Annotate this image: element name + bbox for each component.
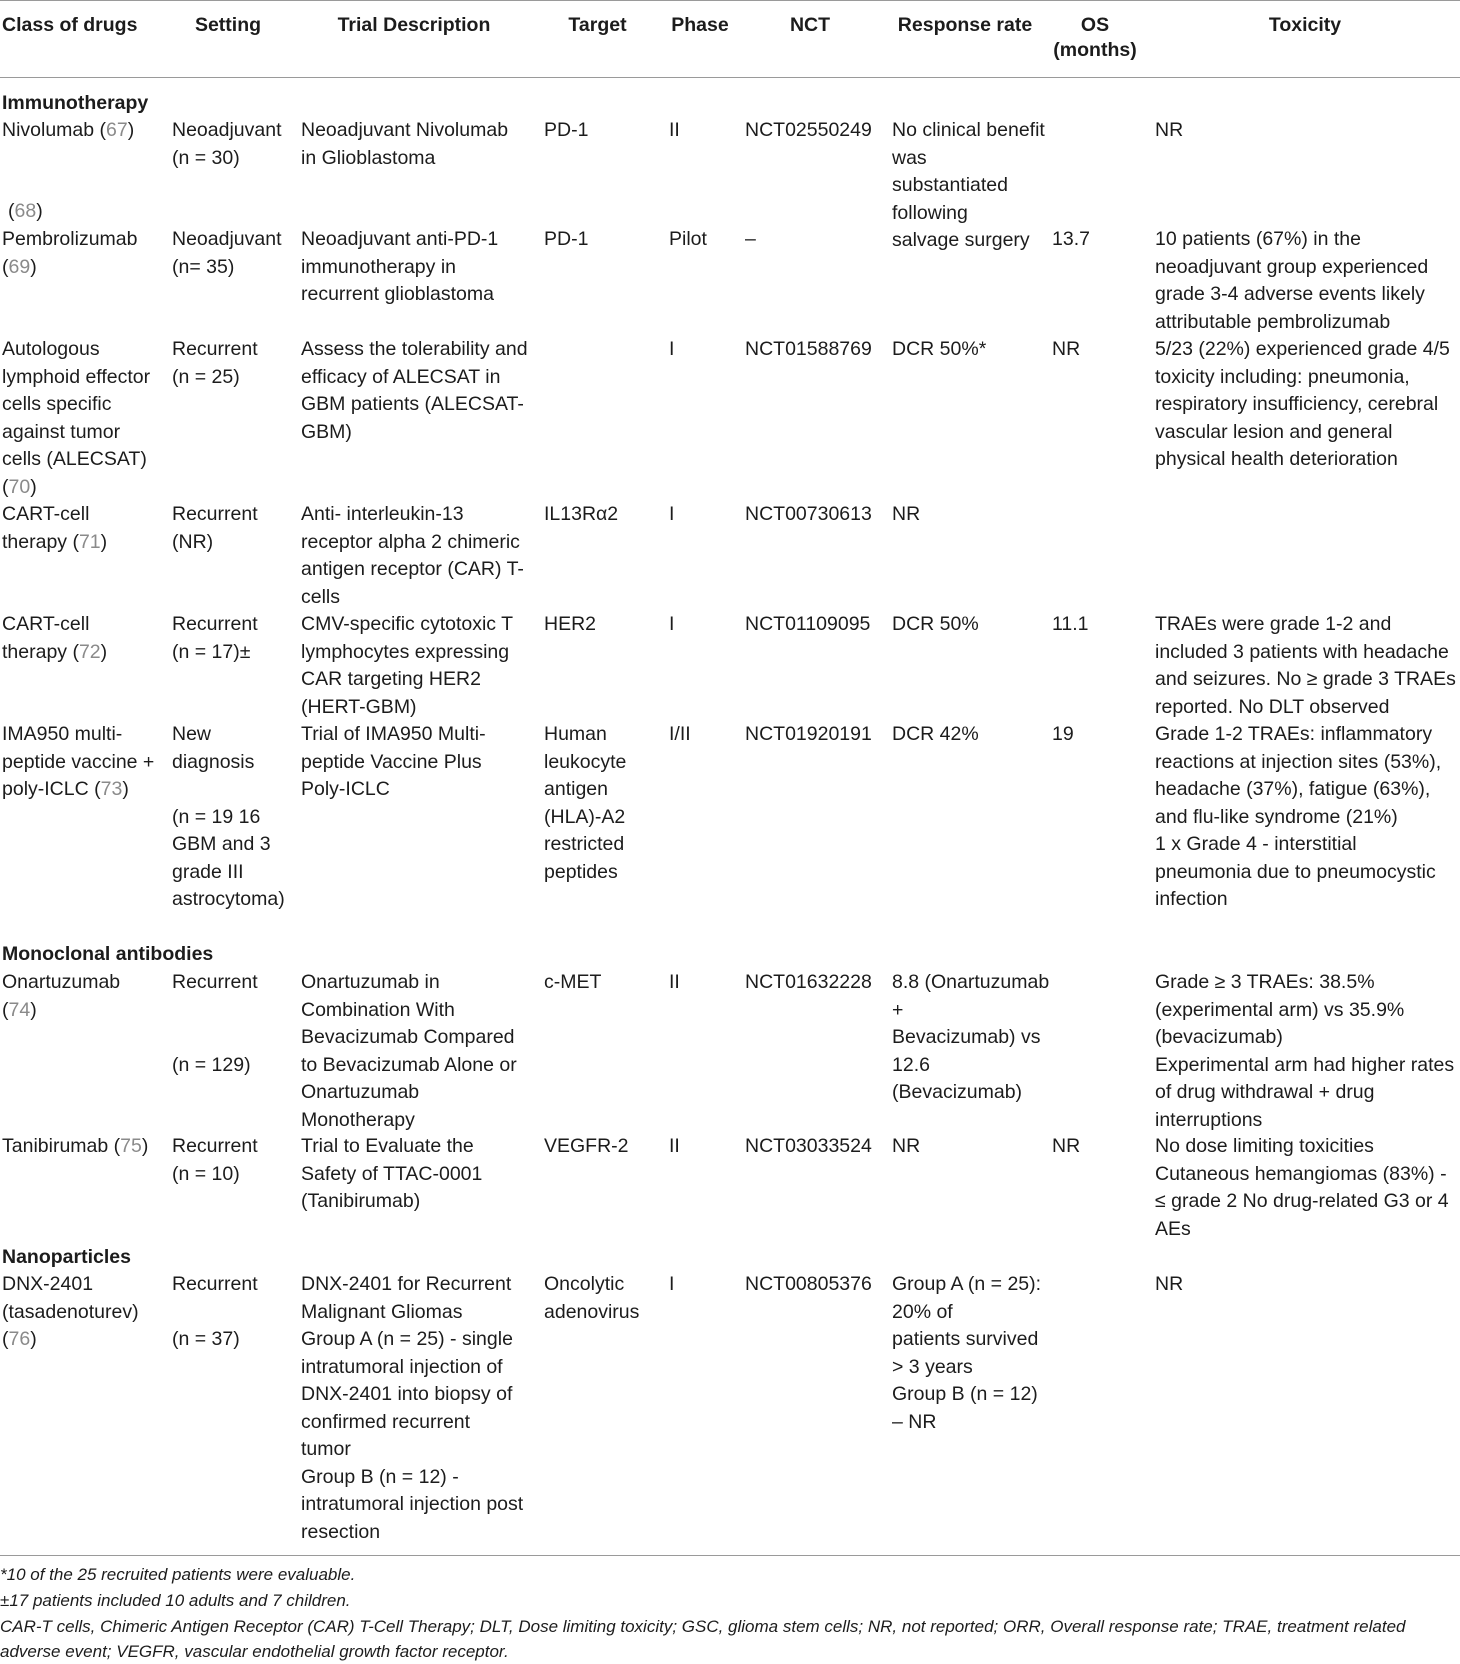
section-immunotherapy: Immunotherapy [2, 92, 149, 114]
table-cell-setting: Neoadjuvant (n = 30) [172, 119, 282, 169]
table-cell-trial: Neoadjuvant anti-PD-1 immunotherapy in recurrent glioblastoma [301, 228, 499, 305]
table-cell-class [2, 969, 162, 1024]
reference-link[interactable]: 67 [106, 119, 128, 141]
reference-link[interactable]: 75 [120, 1135, 142, 1157]
reference-close: ) [30, 255, 37, 278]
table-cell-setting: Recurrent (n = 37) [172, 1273, 258, 1350]
drug-name: CART-cell therapy ( [2, 613, 90, 663]
table-cell-target: IL13Rα2 [544, 503, 619, 525]
header-rule [0, 77, 1460, 78]
table-cell-toxicity: TRAEs were grade 1-2 and included 3 patients with headache and seizures. No ≥ grade 3 TRAEs reported. No DLT observed [1155, 613, 1456, 718]
table-cell-response: DCR 50% [892, 613, 979, 635]
table-cell-os: 11.1 [1052, 613, 1089, 635]
table-cell-phase: II [669, 971, 680, 993]
header-os: OS (months) [1053, 14, 1137, 61]
drug-name: Nivolumab ( [2, 119, 107, 141]
table-cell-response: DCR 42% [892, 723, 979, 745]
header-setting: Setting [194, 14, 262, 36]
reference-close: ) [122, 778, 129, 800]
section-nanoparticles: Nanoparticles [2, 1246, 131, 1268]
table-cell-trial: DNX-2401 for Recurrent Malignant Gliomas Group A (n = 25) - single intratumoral injection of DNX-2401 into biopsy of confirmed recurrent tumor Group B (n = 12) - intratumoral injection post resection [301, 1273, 524, 1543]
drug-name: Pembrolizumab ( [2, 228, 138, 278]
reference-close: ) [30, 1328, 37, 1350]
table-cell-trial: Anti- interleukin-13 receptor alpha 2 chimeric antigen receptor (CAR) T- cells [301, 503, 524, 608]
table-cell-phase: II [669, 1135, 680, 1157]
table-cell-trial: Trial of IMA950 Multi- peptide Vaccine Plus Poly-ICLC [301, 723, 486, 800]
reference-close: ) [127, 119, 135, 141]
table-cell-response: 8.8 (Onartuzumab + Bevacizumab) vs 12.6 (Bevacizumab) [892, 971, 1050, 1103]
table-cell-nct: NCT00805376 [745, 1273, 872, 1295]
header-nct: NCT [789, 14, 831, 36]
reference-link[interactable]: 72 [78, 640, 101, 663]
table-cell-setting: Recurrent (n = 10) [172, 1135, 258, 1185]
table-cell-trial: Neoadjuvant Nivolumab in Glioblastoma [301, 119, 509, 169]
table-cell-os: NR [1052, 1135, 1081, 1157]
table-cell-target: c-MET [544, 971, 602, 993]
table-cell-nct: NCT01109095 [745, 613, 871, 635]
table-cell-nct: – [745, 228, 756, 250]
drug-name: IMA950 multi- peptide vaccine + poly-ICLC ( [2, 723, 155, 800]
table-cell-class [8, 198, 168, 226]
reference-link[interactable]: 69 [8, 255, 31, 278]
table-cell-toxicity: Grade 1-2 TRAEs: inflammatory reactions at injection sites (53%), headache (37%), fatigue (63%), and flu-like syndrome (21%) 1 x Grade 4 - interstitial pneumonia due to pneumocystic infection [1155, 723, 1442, 910]
table-cell-setting: New diagnosis (n = 19 16 GBM and 3 grade III astrocytoma) [172, 723, 285, 910]
table-cell-nct: NCT01632228 [745, 971, 872, 993]
table-cell-nct: NCT00730613 [745, 503, 872, 525]
table-cell-phase: I [669, 613, 675, 635]
footnote-evaluable: *10 of the 25 recruited patients were evaluable. [0, 1565, 356, 1584]
drug-name: Autologous lymphoid effector cells specific against tumor cells (ALECSAT) ( [2, 338, 151, 498]
table-cell-target: Oncolytic adenovirus [544, 1273, 640, 1323]
table-cell-trial: CMV-specific cytotoxic T lymphocytes expressing CAR targeting HER2 (HERT-GBM) [301, 613, 514, 718]
table-cell-setting: Recurrent (n = 17)± [172, 613, 258, 663]
table-cell-setting: Recurrent (n = 25) [172, 338, 258, 388]
table-cell-setting: Neoadjuvant (n= 35) [172, 228, 282, 278]
drug-name: Onartuzumab ( [2, 971, 121, 1021]
reference-close: ) [30, 475, 37, 498]
reference-link[interactable]: 71 [78, 530, 101, 553]
table-cell-phase: I [669, 1273, 675, 1295]
table-cell-class [2, 721, 162, 804]
table-cell-phase: II [669, 119, 680, 141]
table-cell-response: NR [892, 1135, 921, 1157]
table-cell-class [2, 611, 162, 666]
drug-name: Tanibirumab ( [2, 1135, 121, 1157]
table-cell-phase: I [669, 338, 675, 360]
table-cell-os: 19 [1052, 723, 1074, 745]
reference-close: ) [36, 200, 43, 222]
header-target: Target [568, 14, 627, 36]
table-cell-class [2, 117, 162, 145]
table-cell-nct: NCT01920191 [745, 723, 872, 745]
header-phase: Phase [671, 14, 729, 36]
table-cell-trial: Trial to Evaluate the Safety of TTAC-0001 (Tanibirumab) [301, 1135, 483, 1212]
footnote-children: ±17 patients included 10 adults and 7 children. [0, 1591, 351, 1610]
table-cell-setting: Recurrent (n = 129) [172, 971, 258, 1076]
table-cell-target: VEGFR-2 [544, 1135, 629, 1157]
table-cell-trial: Assess the tolerability and efficacy of ALECSAT in GBM patients (ALECSAT- GBM) [301, 338, 528, 443]
drug-name: ( [8, 200, 15, 222]
table-cell-response: DCR 50%* [892, 338, 987, 360]
drug-name: DNX-2401 (tasadenoturev) ( [2, 1273, 139, 1350]
table-cell-toxicity: NR [1155, 1273, 1184, 1295]
table-cell-os: NR [1052, 338, 1081, 360]
table-cell-nct: NCT03033524 [745, 1135, 872, 1157]
reference-link[interactable]: 73 [100, 778, 123, 800]
table-cell-response: No clinical benefit was substantiated following salvage surgery [892, 119, 1045, 251]
footnote-abbreviations: CAR-T cells, Chimeric Antigen Receptor (CAR) T-Cell Therapy; DLT, Dose limiting toxicity; GSC, glioma stem cells; NR, not reported; ORR, Overall response rate; TRAE, treatment related adverse event; VEGFR, vascular endothelial growth factor receptor. [0, 1617, 1406, 1661]
table-cell-target: Human leukocyte antigen (HLA)-A2 restricted peptides [544, 723, 627, 883]
table-cell-toxicity: No dose limiting toxicities Cutaneous hemangiomas (83%) - ≤ grade 2 No drug-related G3 or 4 AEs [1155, 1135, 1449, 1240]
table-cell-toxicity: NR [1155, 119, 1184, 141]
reference-close: ) [30, 998, 37, 1021]
top-rule [0, 0, 1460, 1]
table-cell-phase: I [669, 503, 675, 525]
table-cell-toxicity: Grade ≥ 3 TRAEs: 38.5% (experimental arm) vs 35.9% (bevacizumab) Experimental arm had higher rates of drug withdrawal + drug interruptions [1155, 971, 1455, 1131]
reference-link[interactable]: 68 [14, 200, 37, 222]
table-cell-target: PD-1 [544, 119, 589, 141]
table-cell-target: PD-1 [544, 228, 589, 250]
header-class-of-drugs: Class of drugs [2, 14, 138, 36]
table-cell-phase: Pilot [669, 228, 707, 250]
table-cell-toxicity: 5/23 (22%) experienced grade 4/5 toxicity including: pneumonia, respiratory insufficiency, cerebral vascular lesion and general physical health deterioration [1155, 338, 1450, 470]
table-cell-os: 13.7 [1052, 228, 1090, 250]
table-cell-class [2, 336, 162, 501]
reference-close: ) [100, 640, 108, 663]
table-cell-phase: I/II [669, 723, 691, 745]
drug-name: CART-cell therapy ( [2, 503, 90, 553]
table-cell-setting: Recurrent (NR) [172, 503, 258, 553]
table-cell-target: HER2 [544, 613, 597, 635]
table-cell-class [2, 501, 162, 556]
table-cell-toxicity: 10 patients (67%) in the neoadjuvant group experienced grade 3-4 adverse events likely attributable pembrolizumab [1155, 228, 1429, 333]
table-cell-response: Group A (n = 25): 20% of patients survived > 3 years Group B (n = 12) – NR [892, 1273, 1042, 1433]
header-trial-description: Trial Description [337, 14, 491, 36]
reference-link[interactable]: 76 [8, 1328, 31, 1350]
reference-link[interactable]: 70 [8, 475, 31, 498]
table-cell-nct: NCT01588769 [745, 338, 872, 360]
bottom-rule [0, 1555, 1460, 1556]
reference-close: ) [100, 530, 108, 553]
table-cell-trial: Onartuzumab in Combination With Bevacizumab Compared to Bevacizumab Alone or Onartuzumab Monotherapy [301, 971, 517, 1131]
section-monoclonal-antibodies: Monoclonal antibodies [2, 943, 214, 965]
reference-close: ) [141, 1135, 149, 1157]
reference-link[interactable]: 74 [8, 998, 31, 1021]
header-toxicity: Toxicity [1268, 14, 1342, 36]
table-cell-class [2, 1133, 162, 1161]
table-cell-class [2, 1271, 162, 1354]
table-cell-class [2, 226, 162, 281]
table-cell-response: NR [892, 503, 921, 525]
header-response-rate: Response rate [897, 14, 1033, 36]
table-cell-nct: NCT02550249 [745, 119, 872, 141]
